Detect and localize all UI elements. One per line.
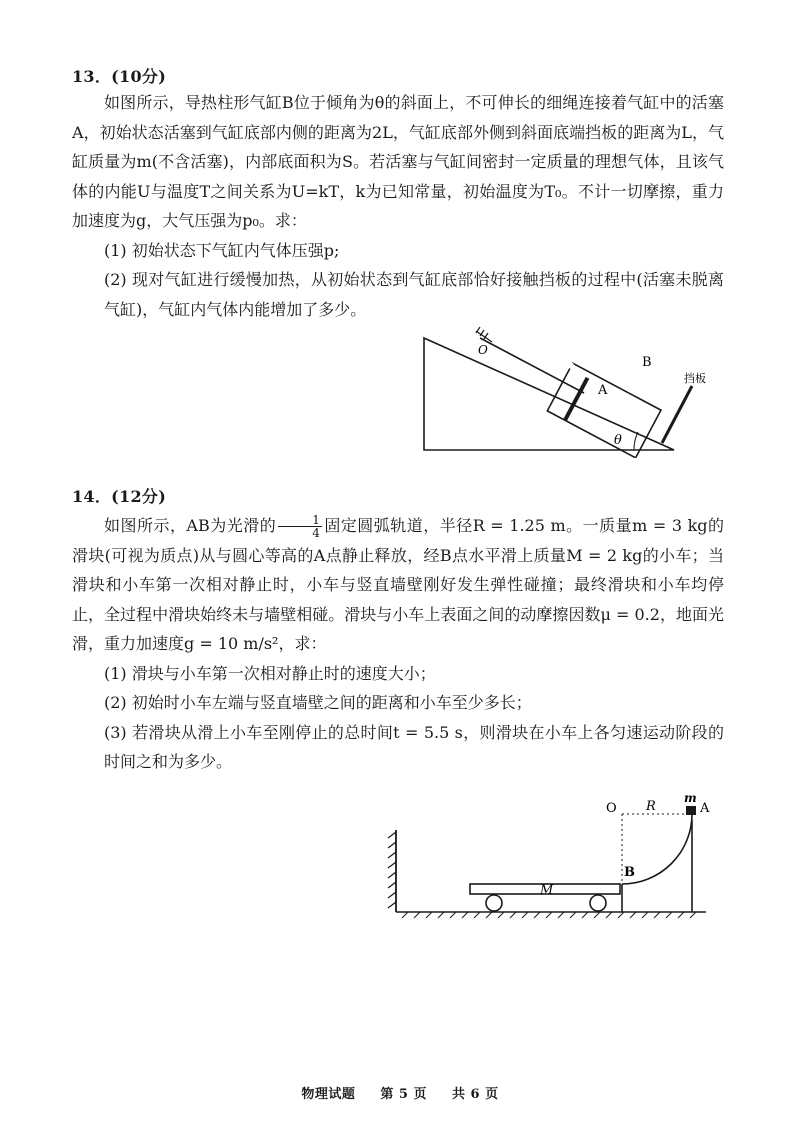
footer-subject: 物理试题 bbox=[301, 1087, 356, 1102]
label-baffle: 挡板 bbox=[684, 372, 706, 385]
label-cart-m: M bbox=[540, 883, 554, 898]
q13-question-2: (2) 现对气缸进行缓慢加热，从初始状态到气缸底部恰好接触挡板的过程中(活塞未脱离气缸)，气缸内气体内能增加了多少。 bbox=[104, 270, 724, 319]
slider-block bbox=[686, 806, 696, 815]
baffle bbox=[662, 386, 692, 443]
q13-figure bbox=[412, 318, 722, 458]
label-a: A bbox=[598, 383, 608, 398]
angle-arc bbox=[634, 432, 638, 450]
label-r: R bbox=[646, 799, 656, 814]
label-b: B bbox=[624, 865, 635, 880]
cart-wheel-left bbox=[486, 895, 502, 911]
incline bbox=[424, 338, 674, 450]
label-m: m bbox=[684, 791, 697, 805]
string bbox=[480, 338, 584, 393]
wall bbox=[388, 830, 396, 912]
q14-figure bbox=[386, 790, 716, 920]
quarter-fraction: $\frac{1}{4}$ bbox=[278, 514, 322, 539]
q14-question-1: (1) 滑块与小车第一次相对静止时的速度大小； bbox=[104, 663, 436, 683]
q13-body: 如图所示，导热柱形气缸B位于倾角为θ的斜面上，不可伸长的细绳连接着气缸中的活塞A，初始状态活塞到气缸底部内侧的距离为2L，气缸底部外侧到斜面底端挡板的距离为L，气缸质量为m(不含活塞)，内部底面积为S。若活塞与气缸间密封一定质量的理想气体，且该气体的内能U与温度T之间关系为U=kT，k为已知常量，初始温度为T₀。不计一切摩擦，重力加速度为g，大气压强为p₀。求： bbox=[72, 93, 724, 230]
page-footer bbox=[0, 1083, 800, 1102]
label-b: B bbox=[642, 355, 652, 370]
label-a: A bbox=[700, 801, 710, 816]
q14-header: 14．(12分) bbox=[72, 487, 167, 506]
q14-body-end: 固定圆弧轨道，半径R = 1.25 m。一质量m = 3 kg的滑块(可视为质点)从与圆心等高的A点静止释放，经B点水平滑上质量M = 2 kg的小车；当滑块和小车第一次相对静止时，小车与竖直墙壁刚好发生弹性碰撞；最终滑块和小车均停止，全过程中滑块始终未与墙壁相碰。滑块与小车上表面之间的动摩擦因数μ = 0.2，地面光滑，重力加速度g = 10 m/s²，求： bbox=[72, 516, 724, 653]
label-theta: θ bbox=[614, 433, 622, 448]
q14-body-start: 如图所示，AB为光滑的 bbox=[104, 516, 277, 535]
ground-hatch bbox=[402, 912, 696, 918]
cylinder-b bbox=[547, 363, 661, 458]
q13-text bbox=[72, 88, 724, 324]
label-o: O bbox=[606, 801, 617, 816]
footer-total: 共 6 页 bbox=[452, 1087, 499, 1102]
label-o: O bbox=[478, 343, 488, 357]
q14-question-2: (2) 初始时小车左端与竖直墙壁之间的距离和小车至少多长； bbox=[104, 693, 532, 712]
footer-page: 第 5 页 bbox=[380, 1087, 427, 1102]
q13-question-1: (1) 初始状态下气缸内气体压强p; bbox=[104, 240, 340, 260]
cart-wheel-right bbox=[590, 895, 606, 911]
q14-body bbox=[72, 511, 724, 659]
q14-question-3: (3) 若滑块从滑上小车至刚停止的总时间t = 5.5 s，则滑块在小车上各匀速运动阶段的时间之和为多少。 bbox=[104, 722, 724, 771]
q13-header: 13．(10分) bbox=[72, 67, 167, 86]
q14-text bbox=[72, 511, 724, 777]
